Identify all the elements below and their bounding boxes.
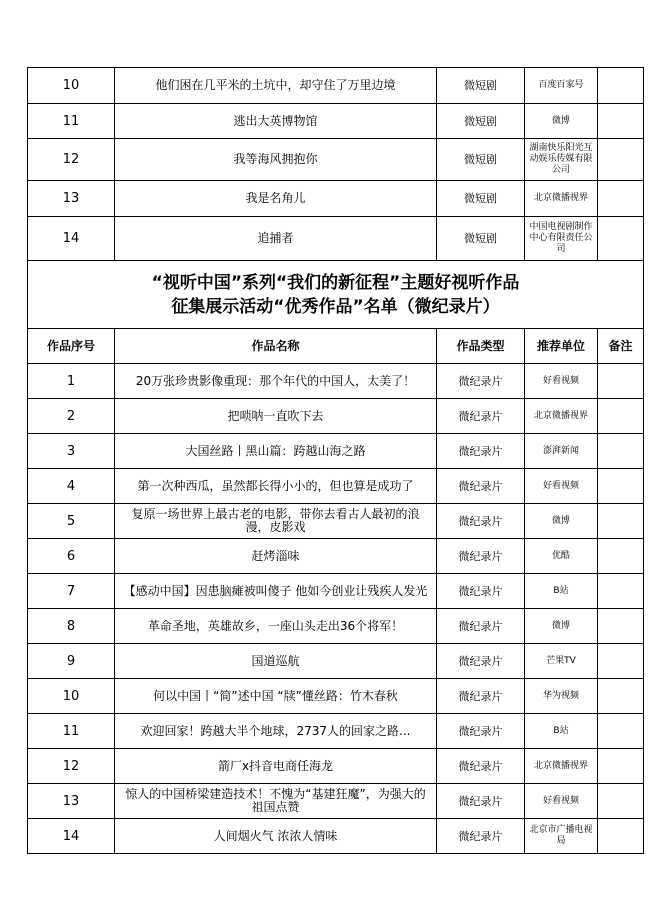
remarks <box>598 139 644 181</box>
work-name: 20万张珍贵影像重现：那个年代的中国人，太美了！ <box>115 364 437 399</box>
header-work-type: 作品类型 <box>437 329 525 364</box>
recommending-unit: 微博 <box>525 504 598 539</box>
work-name: 人间烟火气 浓浓人情味 <box>115 819 437 854</box>
header-recommending-unit: 推荐单位 <box>525 329 598 364</box>
recommending-unit: 华为视频 <box>525 679 598 714</box>
work-type: 微短剧 <box>437 181 525 217</box>
recommending-unit: 好看视频 <box>525 364 598 399</box>
table-row <box>28 609 644 644</box>
work-type: 微纪录片 <box>437 714 525 749</box>
recommending-unit: 北京微播视界 <box>525 399 598 434</box>
work-type: 微纪录片 <box>437 364 525 399</box>
work-type: 微纪录片 <box>437 679 525 714</box>
remarks <box>598 539 644 574</box>
recommending-unit: B站 <box>525 714 598 749</box>
work-type: 微纪录片 <box>437 644 525 679</box>
work-type: 微短剧 <box>437 68 525 104</box>
remarks <box>598 469 644 504</box>
remarks <box>598 644 644 679</box>
remarks <box>598 749 644 784</box>
work-name: 把唢呐一直吹下去 <box>115 399 437 434</box>
serial-number: 13 <box>28 784 115 819</box>
serial-number: 4 <box>28 469 115 504</box>
table-row <box>28 749 644 784</box>
serial-number: 12 <box>28 749 115 784</box>
remarks <box>598 574 644 609</box>
serial-number: 3 <box>28 434 115 469</box>
recommending-unit: B站 <box>525 574 598 609</box>
awards-table <box>27 67 644 854</box>
work-type: 微纪录片 <box>437 819 525 854</box>
serial-number: 14 <box>28 217 115 261</box>
table-row <box>28 181 644 217</box>
remarks <box>598 714 644 749</box>
remarks <box>598 784 644 819</box>
recommending-unit: 北京微播视界 <box>525 181 598 217</box>
remarks <box>598 399 644 434</box>
serial-number: 14 <box>28 819 115 854</box>
work-type: 微纪录片 <box>437 469 525 504</box>
serial-number: 2 <box>28 399 115 434</box>
serial-number: 10 <box>28 679 115 714</box>
table-row <box>28 364 644 399</box>
remarks <box>598 434 644 469</box>
table-row <box>28 504 644 539</box>
work-name: 他们困在几平米的土坑中，却守住了万里边境 <box>115 68 437 104</box>
recommending-unit: 优酷 <box>525 539 598 574</box>
work-type: 微纪录片 <box>437 574 525 609</box>
remarks <box>598 504 644 539</box>
serial-number: 11 <box>28 714 115 749</box>
recommending-unit: 微博 <box>525 609 598 644</box>
table-row <box>28 104 644 139</box>
table-row <box>28 434 644 469</box>
remarks <box>598 217 644 261</box>
work-name: 欢迎回家！跨越大半个地球，2737人的回家之路... <box>115 714 437 749</box>
section-title-row <box>28 261 644 329</box>
remarks <box>598 364 644 399</box>
recommending-unit: 北京市广播电视局 <box>525 819 598 854</box>
serial-number: 6 <box>28 539 115 574</box>
table-row <box>28 784 644 819</box>
table-row <box>28 539 644 574</box>
work-name: 革命圣地，英雄故乡，一座山头走出36个将军！ <box>115 609 437 644</box>
serial-number: 12 <box>28 139 115 181</box>
work-name: 追捕者 <box>115 217 437 261</box>
work-name: 第一次种西瓜，虽然都长得小小的，但也算是成功了 <box>115 469 437 504</box>
remarks <box>598 609 644 644</box>
work-type: 微短剧 <box>437 217 525 261</box>
header-work-name: 作品名称 <box>115 329 437 364</box>
work-name: 我是名角儿 <box>115 181 437 217</box>
remarks <box>598 181 644 217</box>
header-remarks: 备注 <box>598 329 644 364</box>
serial-number: 11 <box>28 104 115 139</box>
section-title-line2: 征集展示活动“优秀作品”名单（微纪录片） <box>171 296 500 317</box>
work-name: 何以中国丨“简”述中国 “牍”懂丝路：竹木春秋 <box>115 679 437 714</box>
work-type: 微纪录片 <box>437 749 525 784</box>
work-name: 惊人的中国桥梁建造技术！不愧为“基建狂魔”，为强大的祖国点赞 <box>115 784 437 819</box>
work-type: 微纪录片 <box>437 784 525 819</box>
recommending-unit: 好看视频 <box>525 784 598 819</box>
work-name: 复原一场世界上最古老的电影，带你去看古人最初的浪漫，皮影戏 <box>115 504 437 539</box>
remarks <box>598 104 644 139</box>
section-title <box>28 261 644 329</box>
table-row <box>28 469 644 504</box>
table-row <box>28 399 644 434</box>
table-row <box>28 819 644 854</box>
table-row <box>28 644 644 679</box>
remarks <box>598 819 644 854</box>
recommending-unit: 百度百家号 <box>525 68 598 104</box>
recommending-unit: 澎湃新闻 <box>525 434 598 469</box>
remarks <box>598 68 644 104</box>
work-type: 微纪录片 <box>437 399 525 434</box>
table-row <box>28 217 644 261</box>
serial-number: 5 <box>28 504 115 539</box>
work-name: 国道巡航 <box>115 644 437 679</box>
recommending-unit: 微博 <box>525 104 598 139</box>
section-title-line1: “视听中国”系列“我们的新征程”主题好视听作品 <box>151 272 520 293</box>
header-serial-number: 作品序号 <box>28 329 115 364</box>
serial-number: 13 <box>28 181 115 217</box>
table-row <box>28 714 644 749</box>
remarks <box>598 679 644 714</box>
work-type: 微纪录片 <box>437 434 525 469</box>
work-name: 我等海风拥抱你 <box>115 139 437 181</box>
recommending-unit: 湖南快乐阳光互动娱乐传媒有限公司 <box>525 139 598 181</box>
work-type: 微短剧 <box>437 139 525 181</box>
serial-number: 1 <box>28 364 115 399</box>
recommending-unit: 北京微播视界 <box>525 749 598 784</box>
recommending-unit: 好看视频 <box>525 469 598 504</box>
work-type: 微纪录片 <box>437 609 525 644</box>
work-type: 微短剧 <box>437 104 525 139</box>
table-row <box>28 574 644 609</box>
serial-number: 10 <box>28 68 115 104</box>
recommending-unit: 中国电视剧制作中心有限责任公司 <box>525 217 598 261</box>
table-row <box>28 68 644 104</box>
table-row <box>28 679 644 714</box>
work-name: 逃出大英博物馆 <box>115 104 437 139</box>
work-name: 【感动中国】因患脑瘫被叫傻子 他如今创业让残疾人发光 <box>115 574 437 609</box>
serial-number: 7 <box>28 574 115 609</box>
work-type: 微纪录片 <box>437 504 525 539</box>
table-row <box>28 139 644 181</box>
work-name: 大国丝路丨黑山篇：跨越山海之路 <box>115 434 437 469</box>
serial-number: 8 <box>28 609 115 644</box>
header-row <box>28 329 644 364</box>
table-body <box>28 68 644 854</box>
recommending-unit: 芒果TV <box>525 644 598 679</box>
serial-number: 9 <box>28 644 115 679</box>
work-type: 微纪录片 <box>437 539 525 574</box>
work-name: 箭厂x抖音电商任海龙 <box>115 749 437 784</box>
work-name: 赶烤淄味 <box>115 539 437 574</box>
